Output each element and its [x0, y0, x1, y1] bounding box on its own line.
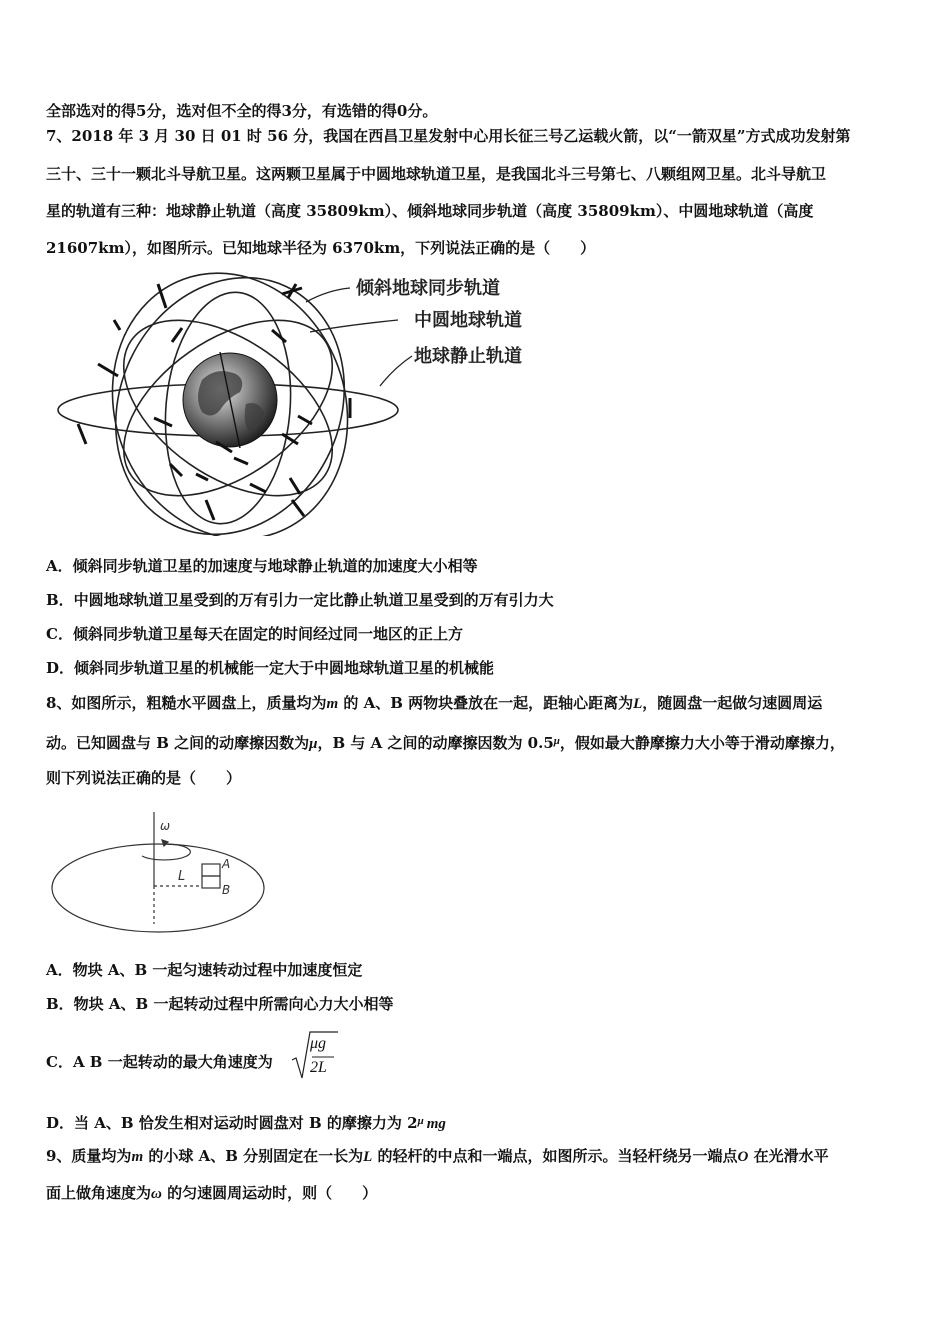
q7-line-1: 7、2018 年 3 月 30 日 01 时 56 分，我国在西昌卫星发射中心用长征三号乙运载火箭，以“一箭双星”方式成功发射第: [46, 127, 851, 145]
label-geo: 地球静止轨道: [414, 346, 522, 367]
q8-option-b: B．物块 A、B 一起转动过程中所需向心力大小相等: [46, 995, 394, 1013]
rotation-arrowhead: [162, 840, 168, 846]
q8-option-a: A．物块 A、B 一起匀速转动过程中加速度恒定: [46, 961, 363, 979]
q7-option-a: A．倾斜同步轨道卫星的加速度与地球静止轨道的加速度大小相等: [46, 557, 478, 575]
q9-var-L: L: [363, 1149, 373, 1165]
q7-orbit-figure: [50, 268, 560, 536]
q7-line-2: 三十、三十一颗北斗导航卫星。这两颗卫星属于中圆地球轨道卫星，是我国北斗三号第七、八颗组网卫星。北斗导航卫: [46, 165, 827, 183]
q9-text-1a: 9、质量均为: [46, 1147, 132, 1165]
rotation-arrow: [142, 844, 190, 860]
q8-text-2c: ，假如最大静摩擦力大小等于滑动摩擦力，: [559, 734, 845, 752]
turntable-disc: [52, 844, 264, 932]
q8-var-mu2: μ: [553, 735, 560, 747]
q8-option-d-mu: μ: [417, 1115, 424, 1127]
q7-line-4: 21607km），如图所示。已知地球半径为 6370km，下列说法正确的是（ ）: [46, 239, 596, 257]
q9-var-m: m: [131, 1149, 144, 1165]
q8-option-c-text: C．A B 一起转动的最大角速度为: [46, 1053, 273, 1071]
earth-globe: [183, 352, 277, 448]
label-line-igso: [306, 288, 350, 302]
q8-var-L: L: [633, 696, 643, 712]
q8-option-d: [46, 1111, 910, 1134]
label-igso: 倾斜地球同步轨道: [356, 278, 500, 299]
q7-option-b: B．中圆地球轨道卫星受到的万有引力一定比静止轨道卫星受到的万有引力大: [46, 591, 554, 609]
q9-var-O: O: [737, 1149, 749, 1165]
sqrt-denominator: 2L: [310, 1059, 327, 1076]
q8-disc-figure: [50, 808, 270, 938]
q8-text-2a: 动。已知圆盘与 B 之间的动摩擦因数为: [46, 734, 310, 752]
sqrt-numerator: μg: [310, 1035, 327, 1052]
q9-line-1: [46, 1146, 910, 1167]
q8-line-1: [46, 693, 910, 714]
q8-text-2b: ，B 与 A 之间的动摩擦因数为 0.5: [317, 734, 554, 752]
q8-option-c: [46, 1052, 910, 1072]
q8-var-m: m: [326, 696, 339, 712]
q8-option-d-mg: mg: [426, 1116, 446, 1132]
q9-text-2a: 面上做角速度为: [46, 1184, 152, 1202]
label-meo: 中圆地球轨道: [414, 310, 522, 331]
block-a: [202, 864, 220, 876]
q9-var-omega: ω: [151, 1186, 162, 1202]
q8-line-3: 则下列说法正确的是（ ）: [46, 769, 242, 787]
label-L: L: [178, 869, 186, 884]
q8-option-d-text: D．当 A、B 恰发生相对运动时圆盘对 B 的摩擦力为 2: [46, 1114, 418, 1132]
label-line-meo: [310, 320, 398, 332]
q9-text-2b: 的匀速圆周运动时，则（ ）: [161, 1184, 378, 1202]
label-omega: ω: [160, 819, 171, 833]
q8-text-1a: 8、如图所示，粗糙水平圆盘上，质量均为: [46, 694, 327, 712]
label-line-geo: [380, 356, 412, 386]
q7-option-d: D．倾斜同步轨道卫星的机械能一定大于中圆地球轨道卫星的机械能: [46, 659, 495, 677]
q9-line-2: [46, 1183, 910, 1204]
q8-sqrt-expression: [290, 1030, 340, 1082]
block-b: [202, 876, 220, 888]
label-A: A: [222, 857, 231, 871]
intro-line: 全部选对的得5分，选对但不全的得3分，有选错的得0分。: [46, 102, 438, 120]
q9-text-1b: 的小球 A、B 分别固定在一长为: [143, 1147, 364, 1165]
q8-var-mu: μ: [309, 736, 318, 752]
q9-text-1d: 在光滑水平: [748, 1147, 829, 1165]
q9-text-1c: 的轻杆的中点和一端点，如图所示。当轻杆绕另一端点: [372, 1147, 738, 1165]
q8-text-1c: ，随圆盘一起做匀速圆周运: [642, 694, 823, 712]
q8-line-2: [46, 731, 910, 754]
q8-text-1b: 的 A、B 两物块叠放在一起，距轴心距离为: [338, 694, 634, 712]
q7-line-3: 星的轨道有三种：地球静止轨道（高度 35809km）、倾斜地球同步轨道（高度 35809km）、中圆地球轨道（高度: [46, 202, 814, 220]
q7-option-c: C．倾斜同步轨道卫星每天在固定的时间经过同一地区的正上方: [46, 625, 463, 643]
label-B: B: [222, 883, 231, 897]
